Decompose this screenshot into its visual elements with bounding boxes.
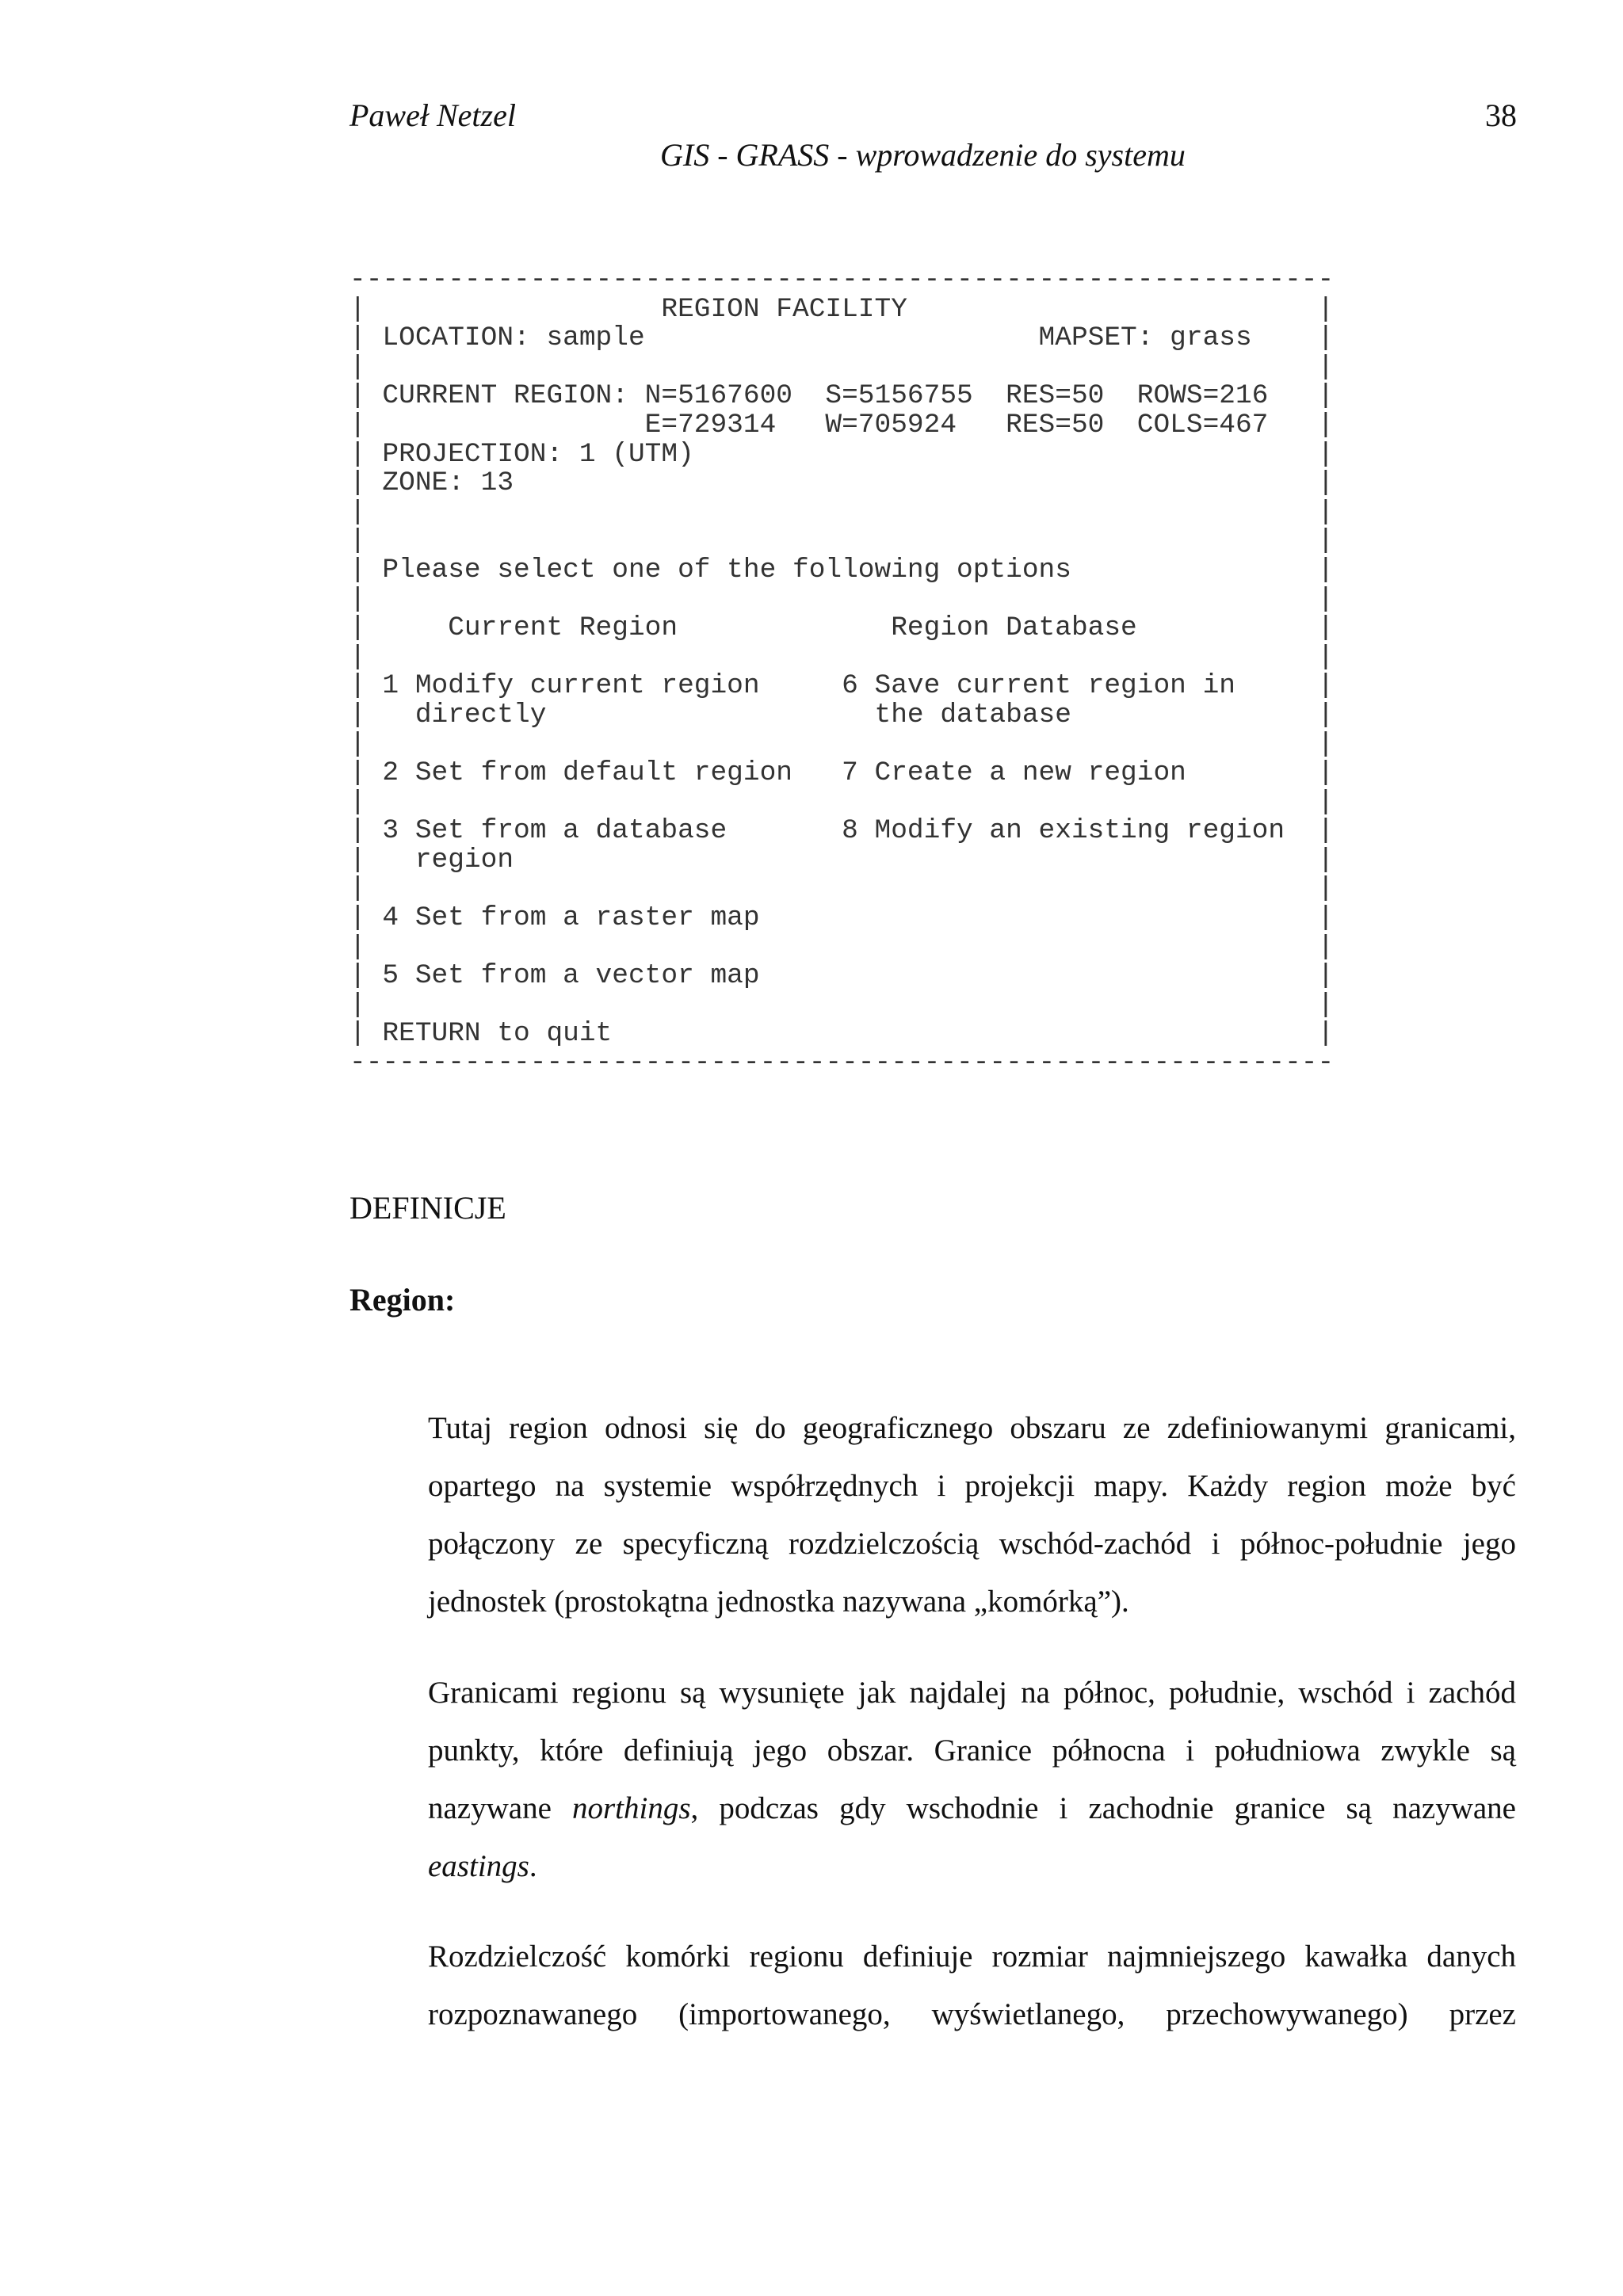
term-eastings: eastings bbox=[428, 1849, 529, 1883]
terminal-line: | | bbox=[349, 496, 1335, 528]
terminal-line: | LOCATION: sample MAPSET: grass | bbox=[349, 322, 1335, 354]
terminal-line: | | bbox=[349, 728, 1335, 760]
paragraph-text: . bbox=[529, 1849, 537, 1883]
paragraph-region-boundaries bbox=[428, 1664, 1516, 1895]
section-heading: DEFINICJE bbox=[349, 1190, 506, 1226]
terminal-line: | Current Region Region Database | bbox=[349, 612, 1335, 644]
terminal-line: | | bbox=[349, 525, 1335, 557]
terminal-line: | 3 Set from a database 8 Modify an existing region | bbox=[349, 815, 1335, 847]
terminal-line: | | bbox=[349, 786, 1335, 818]
paragraph-region-definition: Tutaj region odnosi się do geograficznego obszaru ze zdefiniowanymi granicami, opartego na systemie współrzędnych i projekcji mapy. Każdy region może być połączony ze specyficzną rozdzielczością wschód-zachód i północ-południe jego jednostek (prostokątna jednostka nazywana „komórką”). bbox=[428, 1411, 1516, 1619]
terminal-line: ------------------------------------------------------------ bbox=[349, 1047, 1335, 1079]
paragraph-text: Granicami regionu są wysunięte jak najdalej na północ, południe, wschód i zachód punkty, które definiują jego obszar. Granice północna i południowa zwykle są nazywane bbox=[428, 1676, 1516, 1825]
terminal-line: | E=729314 W=705924 RES=50 COLS=467 | bbox=[349, 409, 1335, 441]
terminal-line: | | bbox=[349, 873, 1335, 905]
paragraph-text: , podczas gdy wschodnie i zachodnie granice są nazywane bbox=[690, 1791, 1516, 1825]
terminal-line: | 2 Set from default region 7 Create a new region | bbox=[349, 757, 1335, 789]
paragraph-cell-resolution: Rozdzielczość komórki regionu definiuje rozmiar najmniejszego kawałka danych rozpoznawanego (importowanego, wyświetlanego, przechowywanego) przez bbox=[428, 1939, 1516, 2031]
terminal-line: | | bbox=[349, 583, 1335, 615]
page-subtitle: GIS - GRASS - wprowadzenie do systemu bbox=[660, 137, 1186, 173]
terminal-line: | | bbox=[349, 931, 1335, 963]
terminal-line: | Please select one of the following options | bbox=[349, 554, 1335, 585]
term-heading: Region: bbox=[349, 1282, 456, 1318]
terminal-line: | RETURN to quit | bbox=[349, 1018, 1335, 1050]
terminal-line: | region | bbox=[349, 844, 1335, 875]
region-facility-terminal bbox=[349, 266, 1334, 1078]
terminal-line: | 1 Modify current region 6 Save current region in | bbox=[349, 670, 1335, 702]
terminal-line: | 5 Set from a vector map | bbox=[349, 960, 1335, 992]
term-northings: northings bbox=[572, 1791, 691, 1825]
terminal-line: | CURRENT REGION: N=5167600 S=5156755 RES=50 ROWS=216 | bbox=[349, 380, 1335, 412]
terminal-line: ------------------------------------------------------------ bbox=[349, 265, 1335, 296]
terminal-line: | PROJECTION: 1 (UTM) | bbox=[349, 438, 1335, 470]
page-author: Paweł Netzel bbox=[349, 97, 516, 133]
terminal-line: | | bbox=[349, 641, 1335, 673]
terminal-line: | | bbox=[349, 989, 1335, 1020]
terminal-line: | 4 Set from a raster map | bbox=[349, 902, 1335, 934]
page-number: 38 bbox=[1485, 97, 1517, 133]
terminal-line: | | bbox=[349, 351, 1335, 383]
terminal-line: | ZONE: 13 | bbox=[349, 467, 1335, 499]
terminal-line: | directly the database | bbox=[349, 699, 1335, 730]
terminal-line: | REGION FACILITY | bbox=[349, 293, 1335, 325]
